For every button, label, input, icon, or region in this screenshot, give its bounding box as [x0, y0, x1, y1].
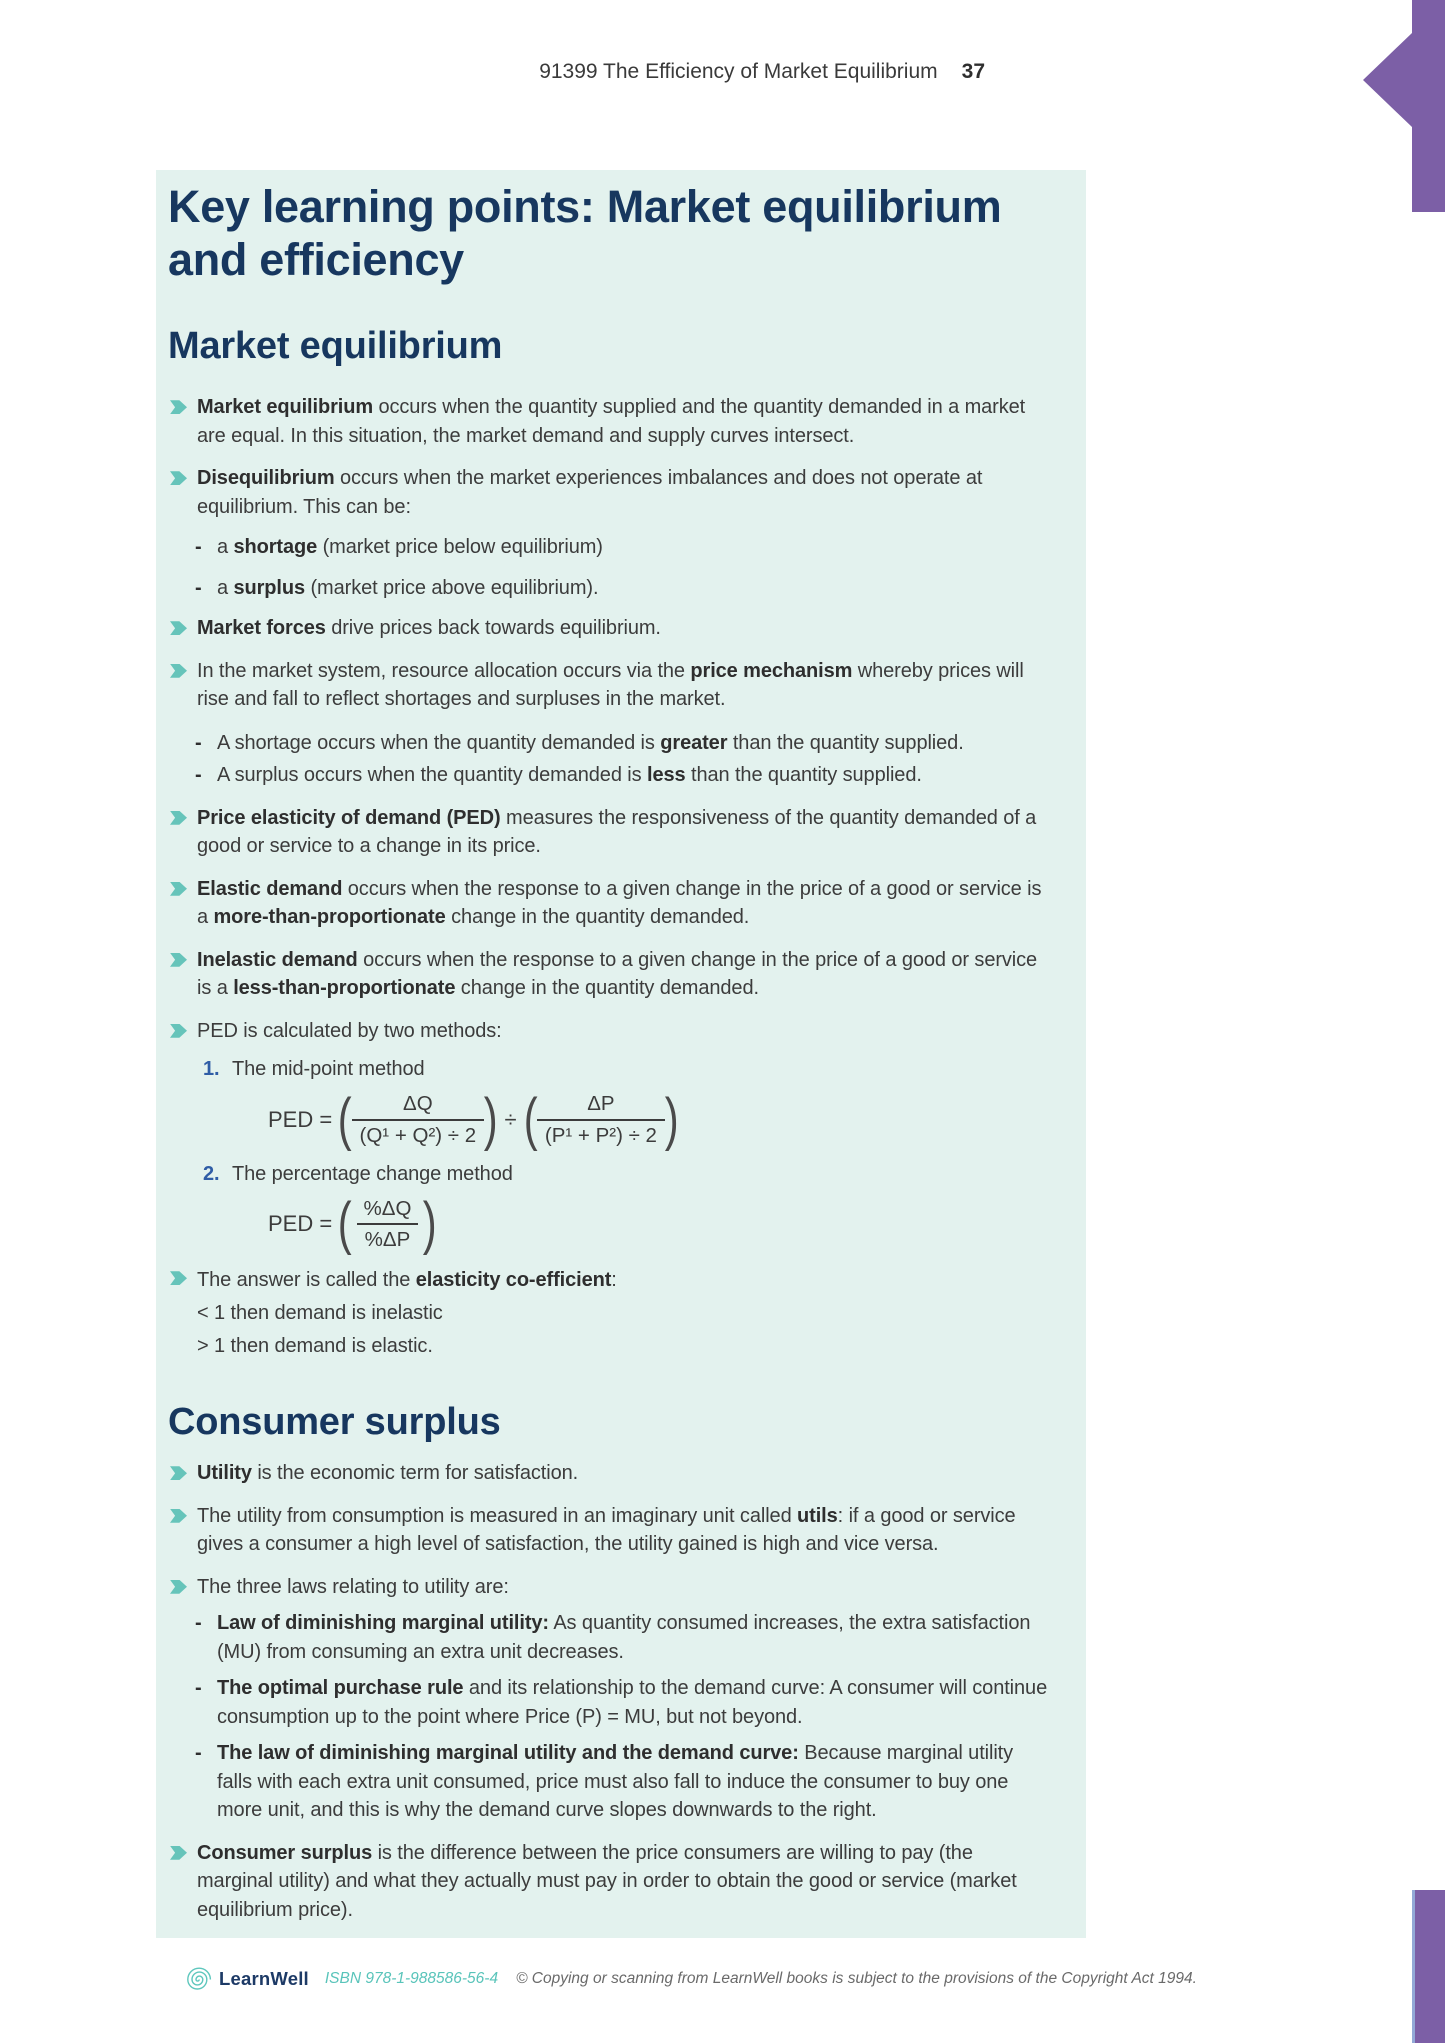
sub-item: - A surplus occurs when the quantity demanded is less than the quantity supplied. [195, 761, 1048, 790]
section-heading-consumer-surplus: Consumer surplus [168, 1401, 501, 1444]
open-paren: ( [337, 1191, 352, 1257]
sub-item: - a shortage (market price below equilibrium) [195, 533, 1048, 562]
copyright-text: © Copying or scanning from LearnWell books is subject to the provisions of the Copyright Act 1994. [516, 1970, 1197, 1987]
dash-marker: - [195, 1612, 202, 1635]
ped-midpoint-formula: PED = ( $\frac{\Delta Q}{\text{(Q¹ + Q²) ÷ 2}}$ ) ÷ ( $\frac{\Delta P}{\text{(P¹ + P²) ÷ 2}}$ ) [268, 1086, 679, 1152]
sub-item: - The law of diminishing marginal utility and the demand curve: Because marginal utility falls with each extra unit consumed, price must also fall to induce the consumer to buy one more unit, and this is why the demand curve slopes downwards to the right. [195, 1739, 1048, 1825]
fraction: $\frac{\Delta P}{\text{(P¹ + P²) ÷ 2}}$ [537, 1091, 665, 1148]
bullet-item: Inelastic demand occurs when the response to a given change in the price of a good or service is a less-than-proportionate change in the quantity demanded. [168, 946, 1048, 1003]
dash-marker: - [195, 536, 202, 559]
numbered-item: 1. The mid-point method [203, 1055, 1048, 1084]
bullet-item: The answer is called the elasticity co-efficient: < 1 then demand is inelastic > 1 then demand is elastic. [168, 1264, 1048, 1363]
bullet-item: Disequilibrium occurs when the market experiences imbalances and does not operate at equilibrium. This can be: [168, 464, 1048, 521]
bullet-item: The three laws relating to utility are: [168, 1573, 1048, 1602]
bullet-item: Market forces drive prices back towards equilibrium. [168, 614, 1048, 643]
sub-item: - A shortage occurs when the quantity demanded is greater than the quantity supplied. [195, 729, 1048, 758]
sub-item: - The optimal purchase rule and its relationship to the demand curve: A consumer will continue consumption up to the point where Price (P) = MU, but not beyond. [195, 1674, 1048, 1731]
close-paren: ) [423, 1191, 438, 1257]
arrow-bullet-icon [170, 664, 187, 678]
arrow-bullet-icon [170, 811, 187, 825]
purple-ribbon-arrow-icon [1363, 0, 1445, 212]
bullet-item: Utility is the economic term for satisfaction. [168, 1459, 1048, 1488]
panel-title: Key learning points: Market equilibrium and efficiency [168, 181, 1002, 286]
dash-marker: - [195, 1742, 202, 1765]
arrow-bullet-icon [170, 1580, 187, 1594]
fraction: $\frac{\%\Delta Q}{\%\Delta P}$ [352, 1196, 424, 1253]
arrow-bullet-icon [170, 1271, 187, 1285]
learnwell-spiral-logo-icon [185, 1966, 212, 1993]
numbered-item: 2. The percentage change method [203, 1160, 1048, 1189]
page-footer [185, 1964, 1197, 1994]
open-paren: ( [523, 1086, 538, 1152]
list-number: 1. [203, 1058, 220, 1081]
ped-percentage-formula: PED = ( $\frac{\%\Delta Q}{\%\Delta P}$ ) [268, 1191, 438, 1257]
bullet-item: The utility from consumption is measured in an imaginary unit called utils: if a good or service gives a consumer a high level of satisfaction, the utility gained is high and vice versa. [168, 1502, 1048, 1559]
bullet-item: Elastic demand occurs when the response to a given change in the price of a good or service is a more-than-proportionate change in the quantity demanded. [168, 875, 1048, 932]
learnwell-wordmark: LearnWell [219, 1968, 309, 1989]
arrow-bullet-icon [170, 471, 187, 485]
arrow-bullet-icon [170, 882, 187, 896]
arrow-bullet-icon [170, 400, 187, 414]
arrow-bullet-icon [170, 621, 187, 635]
close-paren: ) [664, 1086, 679, 1152]
dash-marker: - [195, 1677, 202, 1700]
bullet-item: In the market system, resource allocation occurs via the price mechanism whereby prices will rise and fall to reflect shortages and surpluses in the market. [168, 657, 1048, 714]
bullet-item: PED is calculated by two methods: [168, 1017, 1048, 1046]
arrow-bullet-icon [170, 1846, 187, 1860]
arrow-bullet-icon [170, 1509, 187, 1523]
dash-marker: - [195, 576, 202, 599]
sub-item: - Law of diminishing marginal utility: As quantity consumed increases, the extra satisfaction (MU) from consuming an extra unit decreases. [195, 1609, 1048, 1666]
header-chapter-title: 91399 The Efficiency of Market Equilibrium [539, 60, 938, 83]
page-header [539, 60, 985, 84]
key-learning-points-panel [156, 170, 1086, 1938]
page-number: 37 [961, 60, 985, 83]
open-paren: ( [337, 1086, 352, 1152]
list-number: 2. [203, 1162, 220, 1185]
dash-marker: - [195, 731, 202, 754]
bullet-item: Market equilibrium occurs when the quantity supplied and the quantity demanded in a market are equal. In this situation, the market demand and supply curves intersect. [168, 393, 1048, 450]
dash-marker: - [195, 764, 202, 787]
bullet-item: Consumer surplus is the difference between the price consumers are willing to pay (the marginal utility) and what they actually must pay in order to obtain the good or service (market equilibrium price). [168, 1839, 1048, 1925]
arrow-bullet-icon [170, 1024, 187, 1038]
sub-item: - a surplus (market price above equilibrium). [195, 574, 1048, 603]
purple-corner-bar [1412, 1890, 1445, 2043]
isbn-text: ISBN 978-1-988586-56-4 [324, 1970, 499, 1987]
arrow-bullet-icon [170, 1466, 187, 1480]
section-heading-market-equilibrium: Market equilibrium [168, 325, 503, 368]
close-paren: ) [483, 1086, 498, 1152]
fraction: $\frac{\Delta Q}{\text{(Q¹ + Q²) ÷ 2}}$ [352, 1091, 485, 1148]
arrow-bullet-icon [170, 953, 187, 967]
bullet-item: Price elasticity of demand (PED) measures the responsiveness of the quantity demanded of a good or service to a change in its price. [168, 804, 1048, 861]
